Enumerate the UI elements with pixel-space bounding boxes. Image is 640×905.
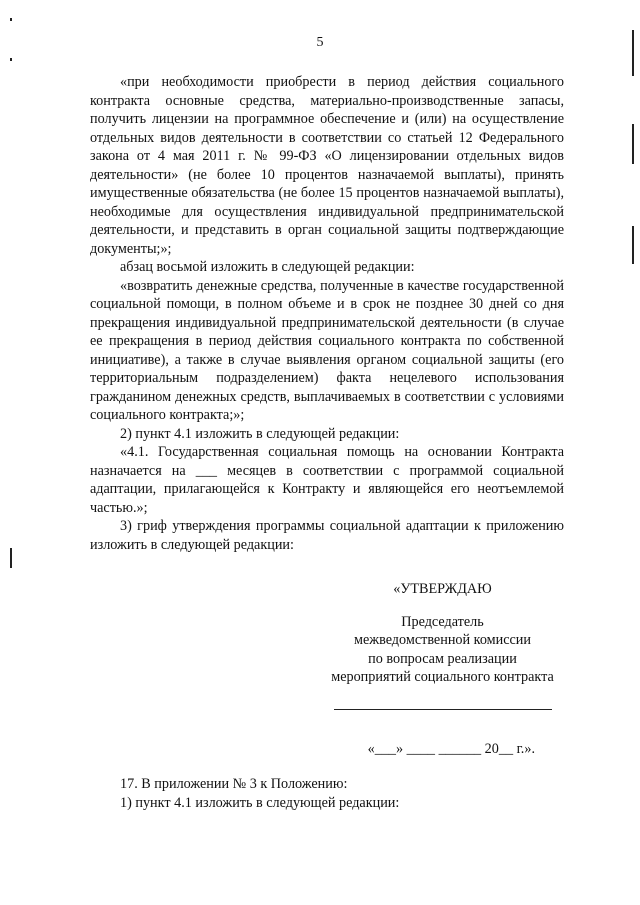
scan-edge-mark (10, 58, 12, 61)
page-number: 5 (316, 35, 324, 50)
paragraph-amend-4-1: 2) пункт 4.1 изложить в следующей редакции: (120, 425, 400, 442)
paragraph-clause-4-1: «4.1. Государственная социальная помощь на основании Контракта назначается на ___ месяцев в соответствии с программой социальной адаптации, прилагающейся к Контракту и являющейся его неотъемлемой частью.»; (90, 444, 564, 516)
paragraph-approval-stamp: 3) гриф утверждения программы социальной адаптации к приложению изложить в следующей редакции: (90, 518, 564, 553)
approval-title-line: Председатель (401, 613, 484, 630)
approval-heading: «УТВЕРЖДАЮ (393, 581, 492, 597)
scan-edge-mark (632, 226, 634, 264)
paragraph-license-obligations: «при необходимости приобрести в период действия социального контракта основные средства, материально-производственные запасы, получить лицензии на программное обеспечение и (или) на осуществление отдельных видов деятельности в соответствии со статьей 12 Федерального закона от 4 мая 2011 г. № 99-ФЗ «О лицензировании отдельных видов деятельности» (не более 10 процентов назначаемой выплаты), принять имущественные обязательства (не более 15 процентов назначаемой выплаты), необходимые для осуществления индивидуальной предпринимательской деятельности, и представить в орган социальной защиты подтверждающие документы;»; (90, 74, 564, 257)
paragraph-amend-eighth-clause: абзац восьмой изложить в следующей редакции: (120, 259, 415, 275)
paragraph-appendix-3-item-1: 1) пункт 4.1 изложить в следующей редакции: (120, 794, 400, 811)
approval-title-line: межведомственной комиссии (354, 632, 531, 648)
approval-title-line: мероприятий социального контракта (331, 669, 554, 685)
approval-date-line: «___» ____ ______ 20__ г.». (367, 740, 535, 757)
paragraph-refund-obligation: «возвратить денежные средства, полученные в качестве государственной социальной помощи, в полном объеме и в срок не позднее 30 дней со дня прекращения индивидуальной предпринимательской деятельности (в случае ее прекращения в период действия социального контракта по собственной инициативе), а также в случае выявления органом социальной защиты (его территориальным подразделением) факта нецелевого использования гражданином денежных средств, выплачиваемых в соответствии с условиями социального контракта;»; (90, 277, 564, 423)
paragraph-appendix-3: 17. В приложении № 3 к Положению: (120, 776, 348, 792)
approval-block (320, 580, 565, 758)
scan-edge-mark (10, 18, 12, 21)
document-body-continued (90, 775, 564, 812)
scan-edge-mark (632, 30, 634, 76)
scan-edge-mark (10, 548, 12, 568)
signature-line (334, 709, 552, 710)
approval-title-line: по вопросам реализации (368, 650, 517, 667)
scan-edge-mark (632, 124, 634, 164)
document-body (90, 73, 564, 554)
